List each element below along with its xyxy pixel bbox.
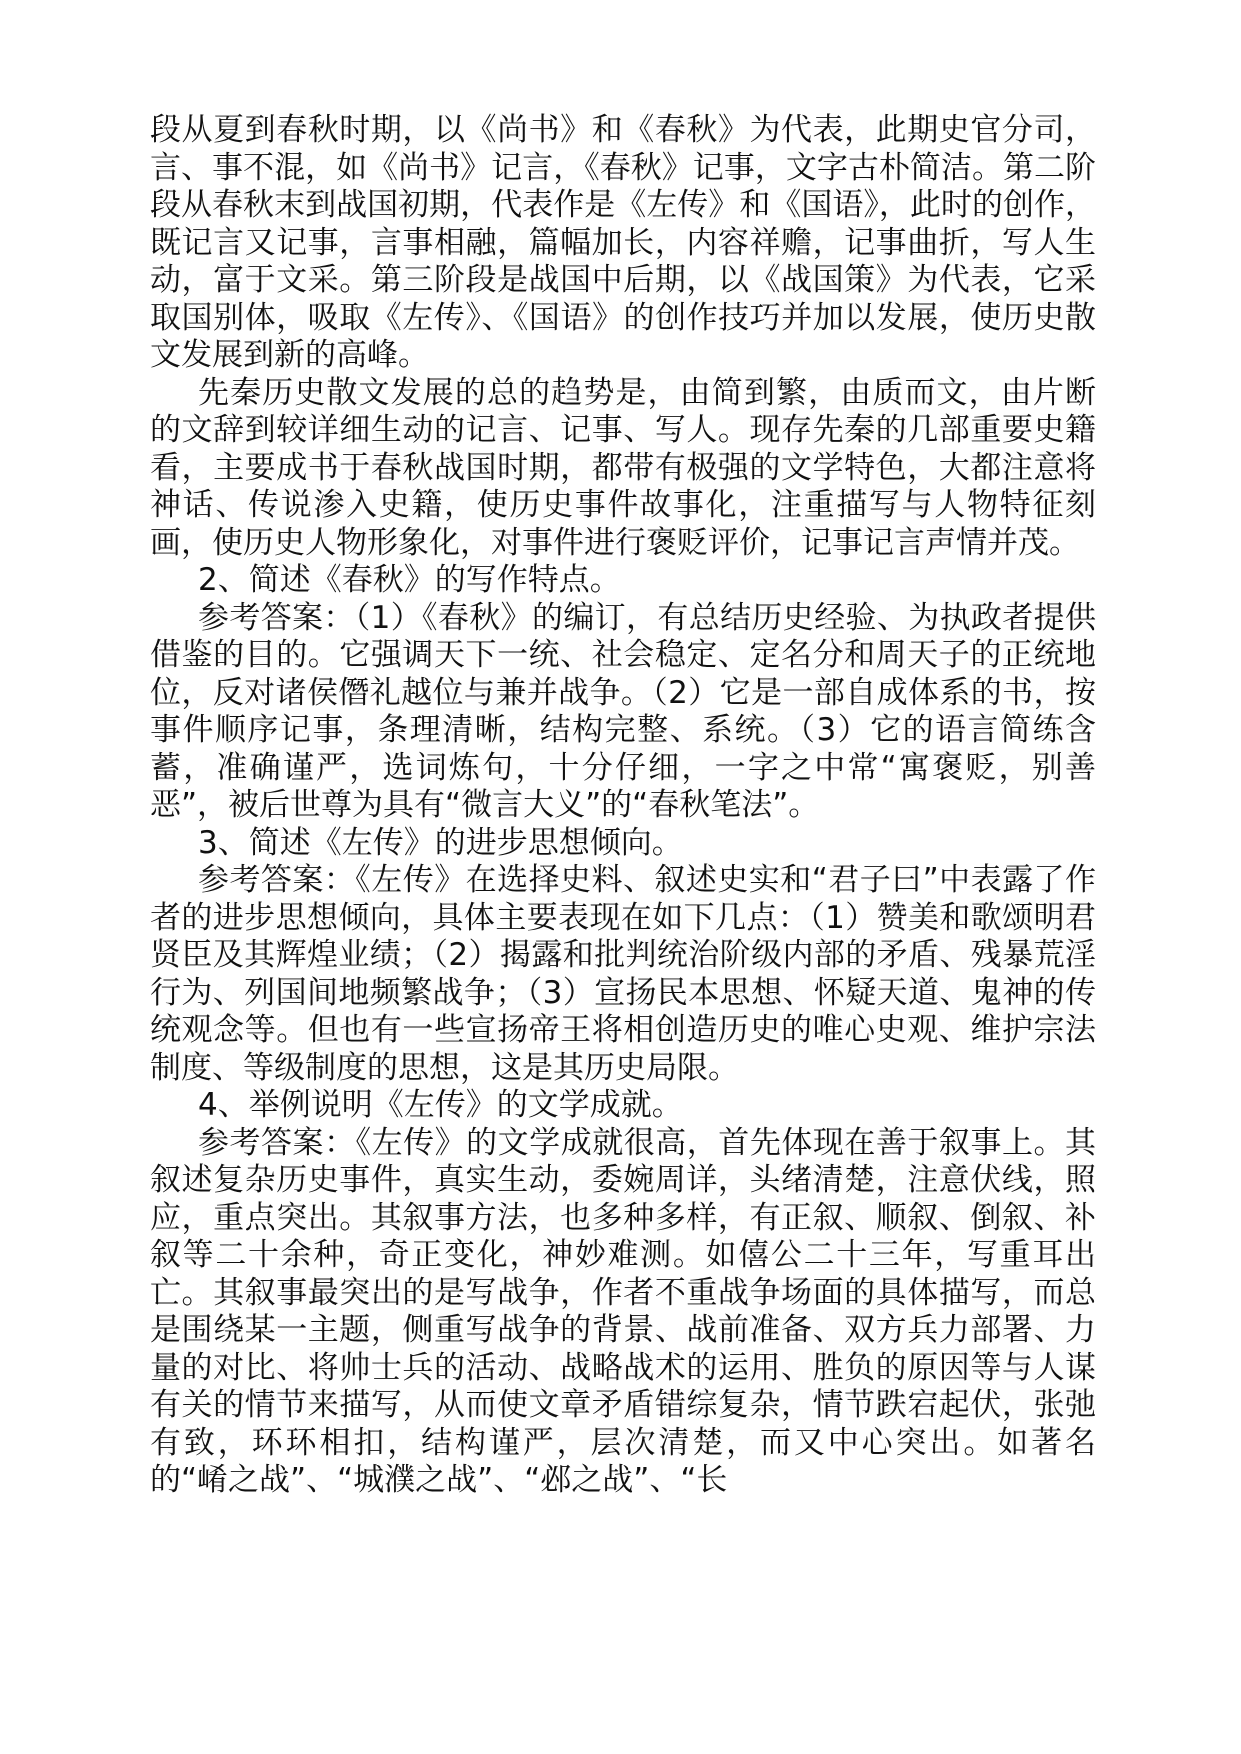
question-2-heading: 2、简述《春秋》的写作特点。: [198, 562, 621, 598]
answer-3-paragraph: 参考答案：《左传》在选择史料、叙述史实和“君子曰”中表露了作者的进步思想倾向，具体主要表现在如下几点：（1）赞美和歌颂明君贤臣及其辉煌业绩；（2）揭露和批判统治阶级内部的矛盾、残暴荒淫行为、列国间地频繁战争；（3）宣扬民本思想、怀疑天道、鬼神的传统观念等。但也有一些宣扬帝王将相创造历史的唯心史观、维护宗法制度、等级制度的思想，这是其历史局限。: [150, 862, 1096, 1086]
answer-4-paragraph: 参考答案：《左传》的文学成就很高，首先体现在善于叙事上。其叙述复杂历史事件，真实生动，委婉周详，头绪清楚，注意伏线，照应，重点突出。其叙事方法，也多种多样，有正叙、顺叙、倒叙、补叙等二十余种，奇正变化，神妙难测。如僖公二十三年，写重耳出亡。其叙事最突出的是写战争，作者不重战争场面的具体描写，而总是围绕某一主题，侧重写战争的背景、战前准备、双方兵力部署、力量的对比、将帅士兵的活动、战略战术的运用、胜负的原因等与人谋有关的情节来描写，从而使文章矛盾错综复杂，情节跌宕起伏，张弛有致，环环相扣，结构谨严，层次清楚，而又中心突出。如著名的“崤之战”、“城濮之战”、“邲之战”、“长: [150, 1124, 1096, 1498]
paragraph-historical-prose-stages: 段从夏到春秋时期，以《尚书》和《春秋》为代表，此期史官分司，言、事不混，如《尚书》记言，《春秋》记事，文字古朴简洁。第二阶段从春秋末到战国初期，代表作是《左传》和《国语》，此时的创作，既记言又记事，言事相融，篇幅加长，内容祥赡，记事曲折，写人生动，富于文采。第三阶段是战国中后期，以《战国策》为代表，它采取国别体，吸取《左传》、《国语》的创作技巧并加以发展，使历史散文发展到新的高峰。: [150, 112, 1096, 373]
question-3-heading: 3、简述《左传》的进步思想倾向。: [198, 824, 683, 861]
paragraph-prose-development-trend: 先秦历史散文发展的总的趋势是，由简到繁，由质而文，由片断的文辞到较详细生动的记言、记事、写人。现存先秦的几部重要史籍看，主要成书于春秋战国时期，都带有极强的文学特色，大都注意将神话、传说渗入史籍，使历史事件故事化，注重描写与人物特征刻画，使历史人物形象化，对事件进行褒贬评价，记事记言声情并茂。: [150, 374, 1096, 561]
answer-2-paragraph: 参考答案：（1）《春秋》的编订，有总结历史经验、为执政者提供借鉴的目的。它强调天下一统、社会稳定、定名分和周天子的正统地位，反对诸侯僭礼越位与兼并战争。（2）它是一部自成体系的书，按事件顺序记事，条理清晰，结构完整、系统。（3）它的语言简练含蓄，准确谨严，选词炼句，十分仔细，一字之中常“寓褒贬，别善恶”，被后世尊为具有“微言大义”的“春秋笔法”。: [150, 599, 1096, 823]
document-page: [150, 112, 1096, 1500]
question-4-heading: 4、举例说明《左传》的文学成就。: [198, 1087, 683, 1123]
